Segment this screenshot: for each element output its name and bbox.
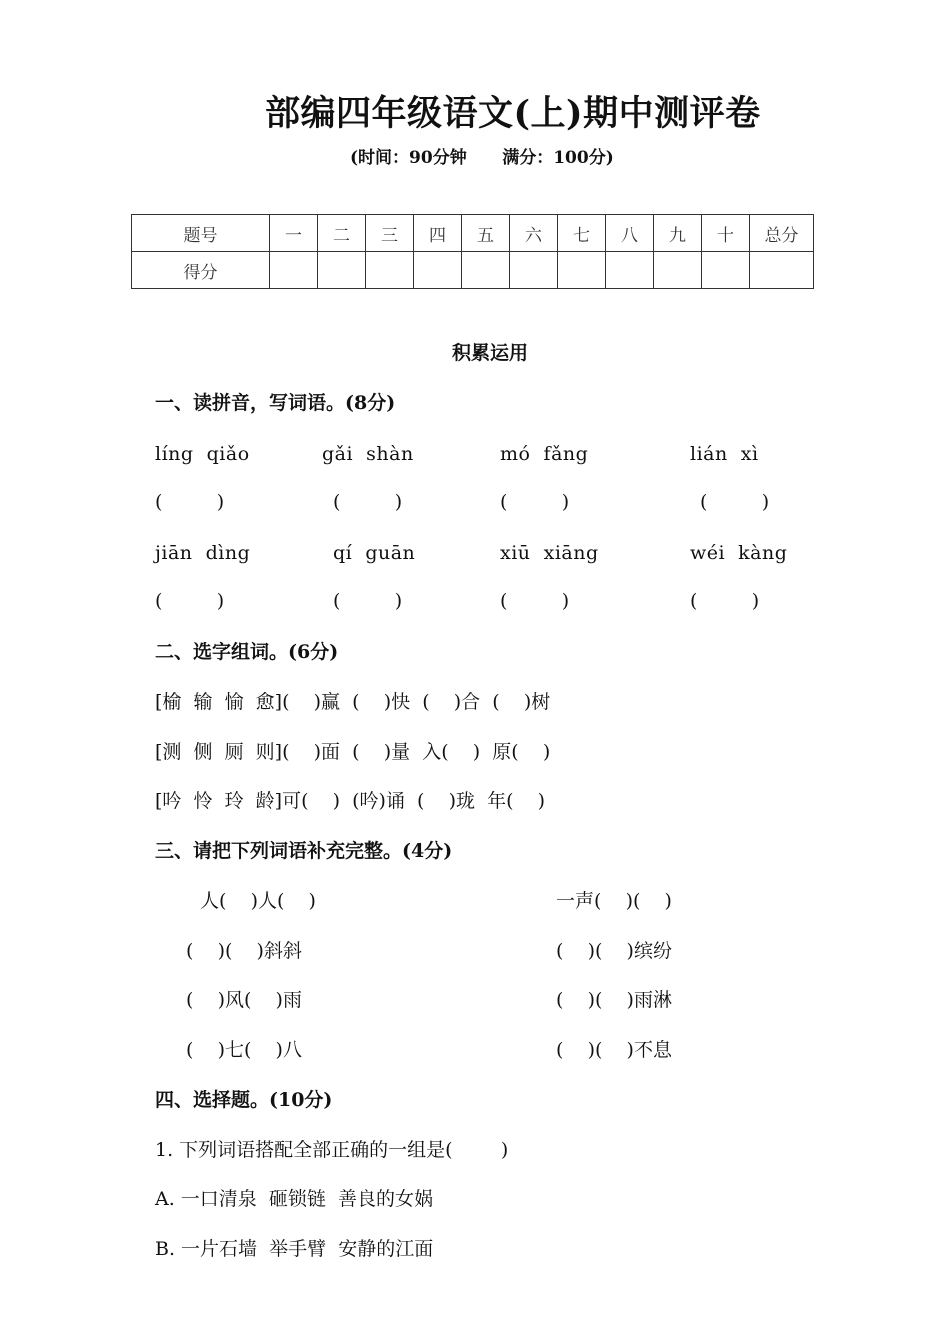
score-cell: 一 — [270, 215, 318, 252]
score-cell: 七 — [558, 215, 606, 252]
pinyin-item: líng qiǎo — [155, 443, 250, 465]
idiom-item: ( )七( )八 — [186, 1039, 302, 1061]
pinyin-item: qí guān — [333, 542, 416, 564]
page-title: 部编四年级语文(上)期中测评卷 — [265, 93, 761, 134]
idiom-item: 一声( )( ) — [556, 890, 672, 912]
answer-blank[interactable]: ( ) — [333, 590, 403, 612]
score-input-cell[interactable] — [414, 252, 462, 289]
score-cell: 题号 — [132, 215, 270, 252]
score-table-header-row — [132, 215, 814, 252]
score-cell: 八 — [606, 215, 654, 252]
answer-blank[interactable]: ( ) — [155, 491, 225, 513]
q2-heading: 二、选字组词。(6分) — [155, 641, 339, 663]
pinyin-item: xiū xiāng — [500, 542, 599, 564]
option-b[interactable]: B. 一片石墙 举手臂 安静的江面 — [155, 1238, 434, 1260]
word-group-line: [测 侧 厕 则]( )面 ( )量 入( ) 原( ) — [155, 741, 551, 763]
score-input-cell[interactable] — [606, 252, 654, 289]
score-input-cell[interactable] — [318, 252, 366, 289]
score-input-cell[interactable] — [702, 252, 750, 289]
answer-blank[interactable]: ( ) — [500, 590, 570, 612]
word-group-line: [吟 怜 玲 龄]可( ) (吟)诵 ( )珑 年( ) — [155, 790, 546, 812]
answer-blank[interactable]: ( ) — [500, 491, 570, 513]
idiom-item: 人( )人( ) — [200, 890, 316, 912]
score-cell: 十 — [702, 215, 750, 252]
q4-heading: 四、选择题。(10分) — [155, 1089, 333, 1111]
score-input-cell[interactable] — [558, 252, 606, 289]
score-cell: 三 — [366, 215, 414, 252]
score-row-label: 得分 — [132, 252, 270, 289]
score-table — [131, 214, 814, 289]
score-cell: 五 — [462, 215, 510, 252]
score-cell: 九 — [654, 215, 702, 252]
question-text: 1. 下列词语搭配全部正确的一组是( ) — [155, 1139, 509, 1161]
exam-info: (时间：90分钟 满分：100分) — [350, 148, 614, 168]
idiom-item: ( )( )不息 — [556, 1039, 672, 1061]
score-cell: 四 — [414, 215, 462, 252]
q1-heading: 一、读拼音，写词语。(8分) — [155, 392, 396, 414]
option-a[interactable]: A. 一口清泉 砸锁链 善良的女娲 — [155, 1188, 433, 1210]
idiom-item: ( )( )雨淋 — [556, 989, 672, 1011]
answer-blank[interactable]: ( ) — [690, 590, 760, 612]
score-cell: 总分 — [750, 215, 814, 252]
pinyin-item: wéi kàng — [690, 542, 788, 564]
answer-blank[interactable]: ( ) — [700, 491, 770, 513]
pinyin-item: gǎi shàn — [322, 443, 414, 465]
pinyin-item: jiān dìng — [155, 542, 251, 564]
answer-blank[interactable]: ( ) — [333, 491, 403, 513]
idiom-item: ( )( )缤纷 — [556, 940, 672, 962]
q3-heading: 三、请把下列词语补充完整。(4分) — [155, 840, 453, 862]
score-input-cell[interactable] — [462, 252, 510, 289]
score-input-cell[interactable] — [654, 252, 702, 289]
section-title: 积累运用 — [452, 342, 529, 364]
idiom-item: ( )风( )雨 — [186, 989, 302, 1011]
score-input-cell[interactable] — [270, 252, 318, 289]
answer-blank[interactable]: ( ) — [155, 590, 225, 612]
score-input-cell[interactable] — [510, 252, 558, 289]
score-input-cell[interactable] — [366, 252, 414, 289]
score-input-cell[interactable] — [750, 252, 814, 289]
score-cell: 六 — [510, 215, 558, 252]
pinyin-item: mó fǎng — [500, 443, 589, 465]
idiom-item: ( )( )斜斜 — [186, 940, 302, 962]
pinyin-item: lián xì — [690, 443, 759, 465]
word-group-line: [榆 输 愉 愈]( )赢 ( )快 ( )合 ( )树 — [155, 691, 551, 713]
score-table-score-row — [132, 252, 814, 289]
score-cell: 二 — [318, 215, 366, 252]
